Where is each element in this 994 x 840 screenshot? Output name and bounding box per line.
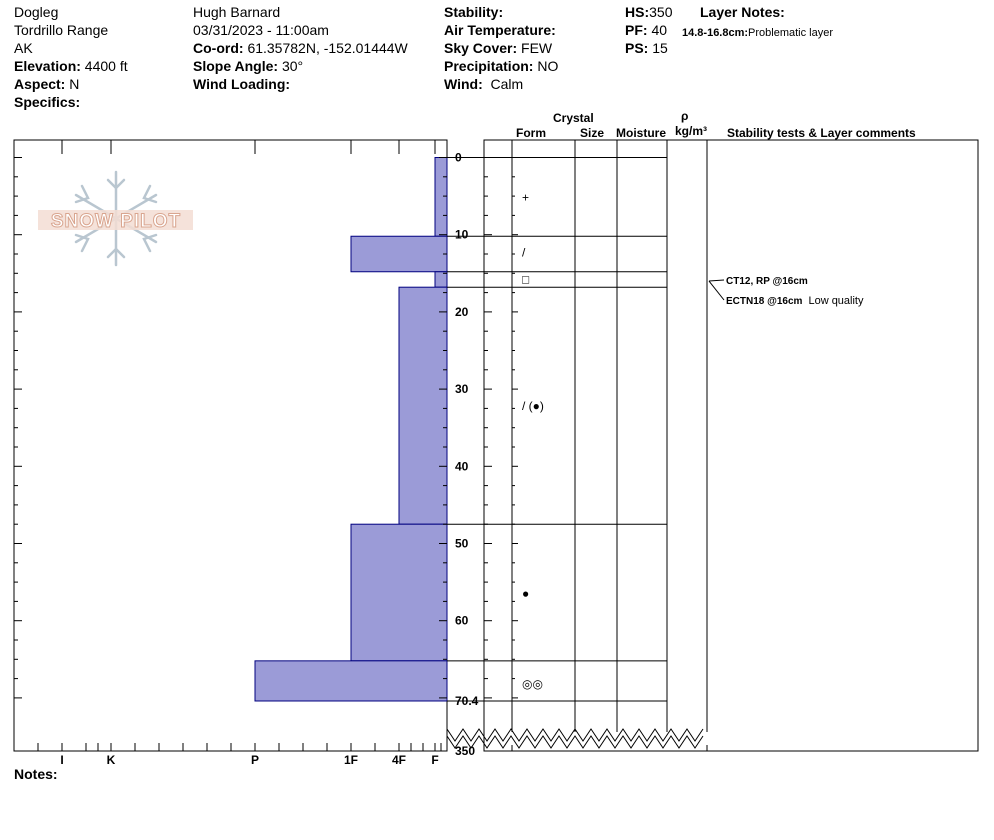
depth-tick-label: 350 bbox=[455, 744, 476, 758]
ps-label: PS: bbox=[625, 40, 649, 56]
location-name: Dogleg bbox=[14, 4, 59, 20]
sky-label: Sky Cover: bbox=[444, 40, 518, 56]
hardness-tick-label: 4F bbox=[391, 753, 407, 767]
specifics-label: Specifics: bbox=[14, 94, 81, 110]
precip-label: Precipitation: bbox=[444, 58, 534, 74]
hardness-tick-label: I bbox=[60, 753, 64, 767]
stability-label: Stability: bbox=[444, 4, 504, 20]
hs-value: 350 bbox=[649, 4, 673, 20]
rho-header: ρ bbox=[681, 109, 689, 123]
notes-label: Notes: bbox=[14, 766, 58, 782]
grain-form-symbol: □ bbox=[522, 272, 530, 287]
form-header: Form bbox=[516, 126, 546, 140]
layer-notes-label: Layer Notes: bbox=[700, 4, 785, 20]
stability-test-comment: Low quality bbox=[808, 295, 864, 307]
stability-test-label bbox=[726, 295, 864, 307]
coord-label: Co-ord: bbox=[193, 40, 244, 56]
depth-tick-label: 20 bbox=[455, 304, 469, 319]
pf-value: 40 bbox=[651, 22, 668, 38]
depth-tick-label: 60 bbox=[455, 613, 469, 628]
observer-name: Hugh Barnard bbox=[193, 4, 281, 20]
slope-value: 30° bbox=[281, 58, 304, 74]
hardness-tick-label: F bbox=[431, 753, 439, 767]
elevation-label: Elevation: bbox=[14, 58, 81, 74]
stability-test-result: CT12, RP @16cm bbox=[726, 276, 808, 287]
test-leader bbox=[709, 281, 724, 300]
observation-datetime: 03/31/2023 - 11:00am bbox=[193, 22, 329, 38]
elevation-value: 4400 ft bbox=[84, 58, 128, 74]
state-name: AK bbox=[14, 40, 33, 56]
wind-label: Wind: bbox=[444, 76, 483, 92]
size-header: Size bbox=[580, 126, 605, 140]
depth-tick-label: 10 bbox=[455, 227, 469, 242]
grain-form-symbol: ◎◎ bbox=[522, 677, 543, 692]
logo-text: SNOW PILOT bbox=[50, 211, 182, 232]
depth-tick-label: 30 bbox=[455, 382, 469, 397]
hardness-bar bbox=[435, 272, 447, 287]
stability-test-result: ECTN18 @16cm bbox=[726, 296, 803, 307]
hs-label: HS: bbox=[625, 4, 650, 20]
test-leader bbox=[709, 280, 724, 281]
grain-form-symbol: + bbox=[522, 190, 530, 205]
density-unit-header: kg/m³ bbox=[675, 124, 708, 138]
depth-tick-label: 40 bbox=[455, 459, 469, 474]
hardness-tick-label: P bbox=[250, 753, 260, 767]
pf-label: PF: bbox=[625, 22, 648, 38]
precip-value: NO bbox=[537, 58, 559, 74]
grain-form-symbol: / (●) bbox=[522, 399, 544, 414]
hardness-bar bbox=[399, 287, 447, 524]
grain-form-symbol: ● bbox=[522, 586, 530, 601]
depth-tick-label: 50 bbox=[455, 536, 469, 551]
depth-tick-label: 70.4 bbox=[455, 693, 479, 708]
aspect-label: Aspect: bbox=[14, 76, 66, 92]
crystal-header: Crystal bbox=[553, 111, 594, 125]
sky-value: FEW bbox=[521, 40, 553, 56]
hardness-bar bbox=[435, 158, 447, 237]
hardness-bar bbox=[255, 661, 447, 701]
depth-tick-label: 0 bbox=[455, 150, 462, 165]
grain-form-symbol: / bbox=[522, 245, 526, 260]
wind-loading-label: Wind Loading: bbox=[193, 76, 291, 92]
wind-value: Calm bbox=[490, 76, 524, 92]
layer-note-text: Problematic layer bbox=[748, 27, 834, 39]
hardness-tick-label: K bbox=[106, 753, 116, 767]
coord-value: 61.35782N, -152.01444W bbox=[247, 40, 408, 56]
moisture-header: Moisture bbox=[616, 126, 667, 140]
hardness-bar bbox=[351, 524, 447, 661]
stability-test-label bbox=[726, 276, 808, 287]
slope-label: Slope Angle: bbox=[193, 58, 279, 74]
profile-frame bbox=[484, 140, 978, 751]
stability-comments-header: Stability tests & Layer comments bbox=[727, 126, 916, 140]
aspect-value: N bbox=[69, 76, 80, 92]
hardness-bar bbox=[351, 236, 447, 272]
layer-note-range: 14.8-16.8cm: bbox=[682, 27, 749, 39]
ps-value: 15 bbox=[652, 40, 668, 56]
hardness-tick-label: 1F bbox=[343, 753, 359, 767]
air-temp-label: Air Temperature: bbox=[444, 22, 556, 38]
range-name: Tordrillo Range bbox=[14, 22, 109, 38]
